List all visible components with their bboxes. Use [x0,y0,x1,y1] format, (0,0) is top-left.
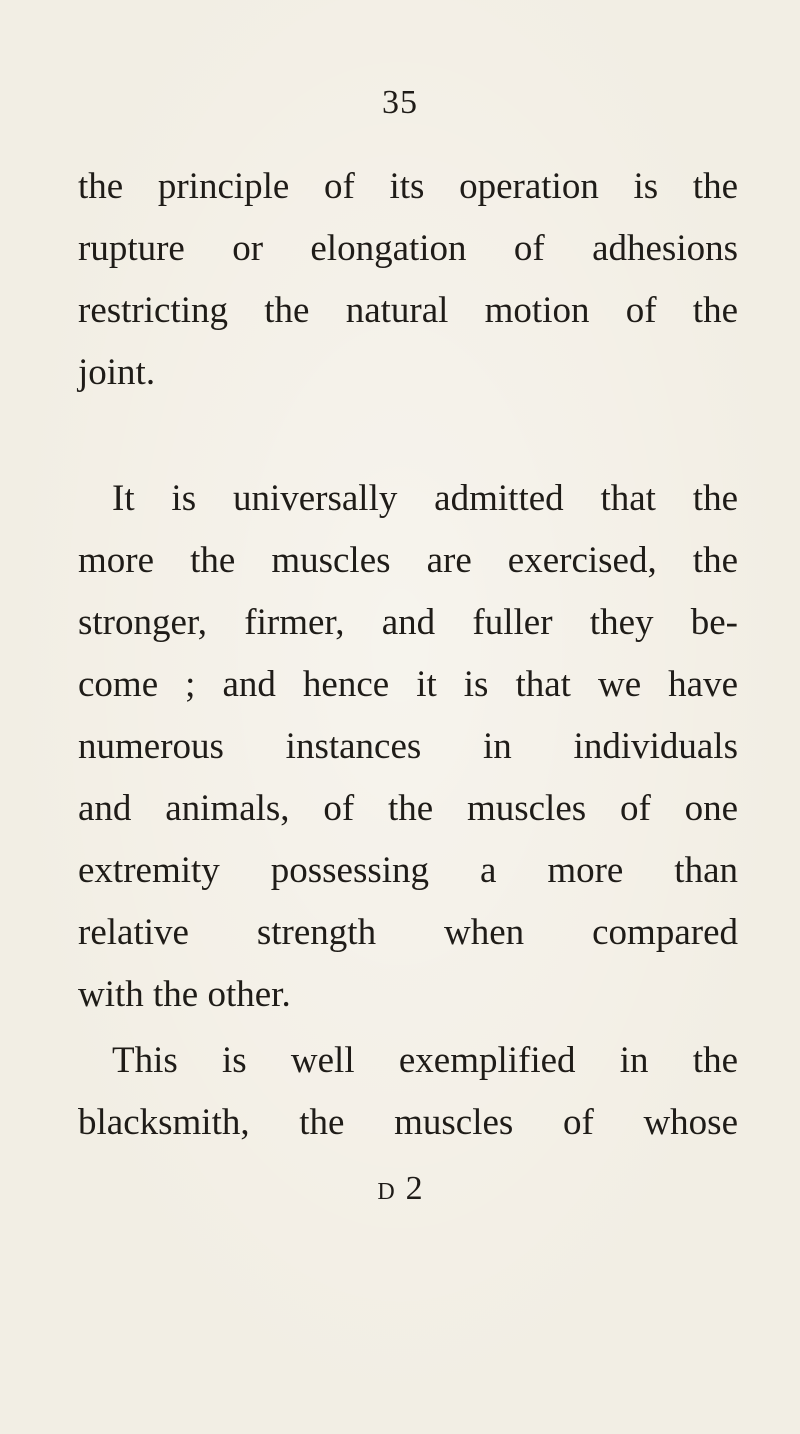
text-line: more the muscles are exercised, the [78,540,738,581]
text-line: the principle of its operation is the [78,166,738,207]
text-line: stronger, firmer, and fuller they be- [78,602,738,643]
text-line: blacksmith, the muscles of whose [78,1102,738,1143]
paragraph-1 [78,156,738,404]
text-line: with the other. [78,974,291,1015]
text-line: and animals, of the muscles of one [78,788,738,829]
text-line: joint. [78,352,156,393]
text-line: numerous instances in individuals [78,726,738,767]
text-line: relative strength when compared [78,912,738,953]
text-line: This is well exemplified in the [112,1040,738,1081]
signature-mark [0,1170,800,1208]
paragraph-2 [78,468,738,1026]
text-line: restricting the natural motion of the [78,290,738,331]
page-number: 35 [382,84,418,121]
text-line: extremity possessing a more than [78,850,738,891]
text-line: It is universally admitted that the [112,478,738,519]
signature-number: 2 [405,1170,423,1207]
text-line: come ; and hence it is that we have [78,664,738,705]
signature-letter: D [377,1179,396,1205]
text-line: rupture or elongation of adhesions [78,228,738,269]
paragraph-3 [78,1030,738,1154]
